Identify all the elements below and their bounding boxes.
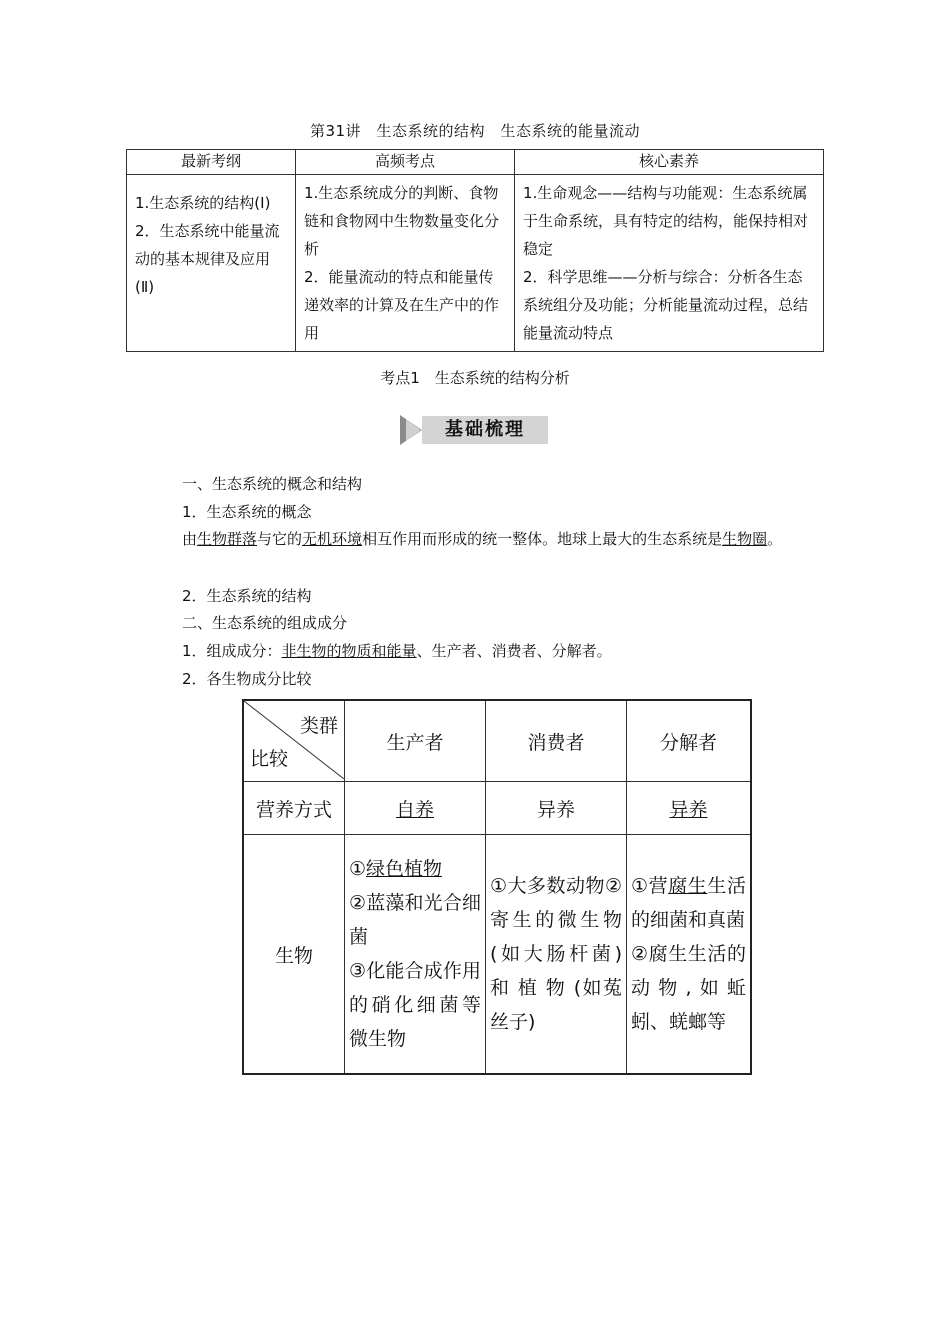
kaodian-heading: 考点1 生态系统的结构分析 [380,369,570,387]
lecture-title: 第31讲 生态系统的结构 生态系统的能量流动 [309,122,641,140]
answer-underline: 绿色植物 [366,858,443,880]
diag-top-label: 类群 [299,715,338,737]
col-producer: 生产者 [345,700,486,782]
answer-underline: 无机环境 [302,530,363,548]
text: 生活的细菌和真菌 [631,875,746,931]
keypoint-item: 1.生态系统成分的判断、食物链和食物网中生物数量变化分析 [304,184,500,258]
organisms-producer [345,835,486,1075]
banner-label: 基础梳理 [422,416,548,444]
literacy-item: 1.生命观念——结构与功能观：生态系统属于生命系统，具有特定的结构，能保持相对稳定 [523,184,809,258]
header-keypoints: 高频考点 [296,150,515,175]
syllabus-item: 1.生态系统的结构(Ⅰ) [135,194,271,212]
keypoints-cell [296,175,515,352]
item-heading: 2．各生物成分比较 [182,670,312,688]
banner-arrow-inner-icon [406,419,421,441]
list-item [631,869,746,937]
row-label-nutrition: 营养方式 [243,782,345,835]
definition-paragraph [137,525,817,553]
text: ① [349,858,367,880]
list-item: ③化能合成作用的硝化细菌等微生物 [349,960,481,1050]
diagonal-header-cell [243,700,345,782]
nutrition-decomposer [627,782,752,835]
item-heading: 2．生态系统的结构 [182,587,312,605]
organisms-decomposer [627,835,752,1075]
diag-bottom-label: 比较 [250,748,289,770]
comparison-table [242,699,752,1075]
literacy-item: 2．科学思维——分析与综合：分析各生态系统组分及功能；分析能量流动过程，总结能量流动特点 [523,268,809,342]
list-item: ②蓝藻和光合细菌 [349,892,481,948]
nutrition-producer [345,782,486,835]
answer-underline: 腐生 [668,875,708,897]
text: 相互作用而形成的统一整体。地球上最大的生态系统是 [362,530,723,548]
answer-underline: 非生物的物质和能量 [281,642,417,660]
syllabus-cell [127,175,296,352]
outline-table [126,149,824,352]
section-heading-1: 一、生态系统的概念和结构 [182,475,363,493]
section-heading-2: 二、生态系统的组成成分 [182,614,348,632]
header-literacy: 核心素养 [515,150,824,175]
row-label-organisms: 生物 [243,835,345,1075]
answer-underline: 生物群落 [197,530,258,548]
components-line [182,640,612,661]
list-item: ②腐生生活的动物,如蚯蚓、蜣螂等 [631,943,746,1033]
text: 。 [767,530,783,548]
answer-underline: 异养 [669,798,708,821]
section-banner [400,415,550,445]
col-decomposer: 分解者 [627,700,752,782]
text: ①营 [631,875,669,897]
text: 1．组成成分： [182,642,282,660]
answer-underline: 生物圈 [722,530,768,548]
nutrition-consumer: 异养 [486,782,627,835]
text: 与它的 [257,530,303,548]
text: 由 [182,530,198,548]
col-consumer: 消费者 [486,700,627,782]
answer-underline: 自养 [395,798,434,821]
header-syllabus: 最新考纲 [127,150,296,175]
item-heading: 1．生态系统的概念 [182,503,312,521]
organisms-consumer: ①大多数动物②寄生的微生物(如大肠杆菌) 和 植 物 (如菟丝子) [486,835,627,1075]
literacy-cell [515,175,824,352]
text: 、生产者、消费者、分解者。 [416,642,612,660]
list-item [349,852,481,886]
syllabus-item: 2．生态系统中能量流动的基本规律及应用(Ⅱ) [135,222,280,296]
keypoint-item: 2．能量流动的特点和能量传递效率的计算及在生产中的作用 [304,268,500,342]
